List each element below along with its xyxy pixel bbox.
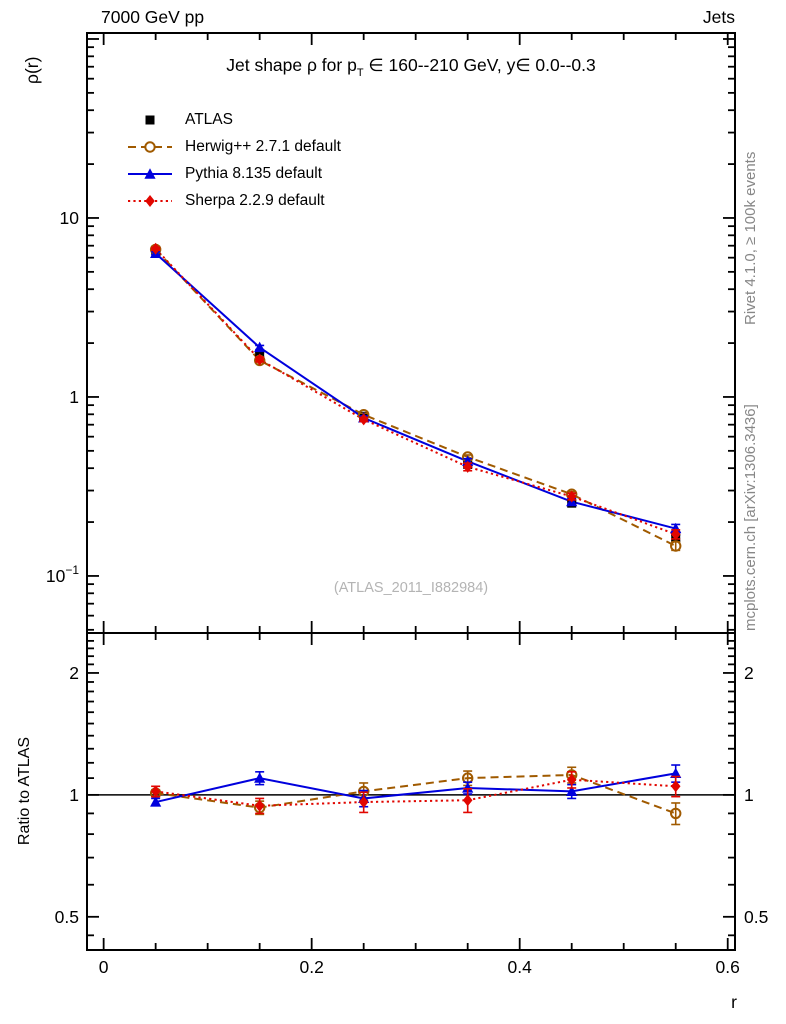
main-sherpa-line — [156, 249, 676, 534]
ratio-pythia-line — [156, 773, 676, 802]
header-beam-energy: 7000 GeV pp — [101, 7, 205, 27]
mcplots-arxiv-note: mcplots.cern.ch [arXiv:1306.3436] — [742, 404, 759, 631]
legend-label-pythia: Pythia 8.135 default — [185, 164, 323, 182]
main-y-axis-label-text: ρ(r) — [22, 56, 42, 84]
plot-title-post: ∈ 160--210 GeV, y∈ 0.0--0.3 — [363, 55, 596, 75]
analysis-watermark: (ATLAS_2011_I882984) — [333, 580, 489, 596]
x-tick-label-0: 0 — [98, 957, 109, 977]
main-y-tick-label-1: 1 — [69, 386, 79, 407]
plot-title-subscript: T — [356, 67, 364, 79]
main-y-tick-label-10^−1: $10^{-1}$ — [45, 562, 79, 586]
ratio-y-tick-label-right-0.5: 0.5 — [744, 906, 769, 927]
ratio-y-tick-label-left-0.5: 0.5 — [54, 906, 79, 927]
x-tick-label-0.2: 0.2 — [299, 957, 324, 977]
ratio-y-tick-label-right-2: 2 — [744, 662, 754, 683]
main-panel-frame — [87, 33, 735, 633]
ratio-y-tick-label-right-1: 1 — [744, 784, 754, 805]
x-tick-label-0.4: 0.4 — [507, 957, 532, 977]
legend-label-herwig: Herwig++ 2.7.1 default — [185, 137, 341, 155]
main-y-tick-label-10: 10 — [59, 207, 79, 228]
ratio-sherpa-marker — [463, 794, 473, 806]
x-axis-label: r — [731, 992, 737, 1012]
legend-label-sherpa: Sherpa 2.2.9 default — [185, 191, 325, 209]
ratio-y-tick-label-left-1: 1 — [69, 784, 79, 805]
x-tick-label-0.6: 0.6 — [715, 957, 740, 977]
ratio-y-axis-label-text: Ratio to ATLAS — [16, 736, 33, 846]
main-pythia-line — [156, 253, 676, 528]
ratio-panel-frame — [87, 633, 735, 950]
plot-title-pre: Jet shape ρ for p — [226, 55, 357, 75]
rivet-version-note: Rivet 4.1.0, ≥ 100k events — [742, 151, 759, 325]
ratio-y-tick-label-left-2: 2 — [69, 662, 79, 683]
ratio-pythia-marker — [254, 772, 265, 782]
main-herwig-line — [156, 249, 676, 546]
legend-label-atlas: ATLAS — [185, 110, 233, 128]
header-analysis-group: Jets — [702, 7, 735, 27]
